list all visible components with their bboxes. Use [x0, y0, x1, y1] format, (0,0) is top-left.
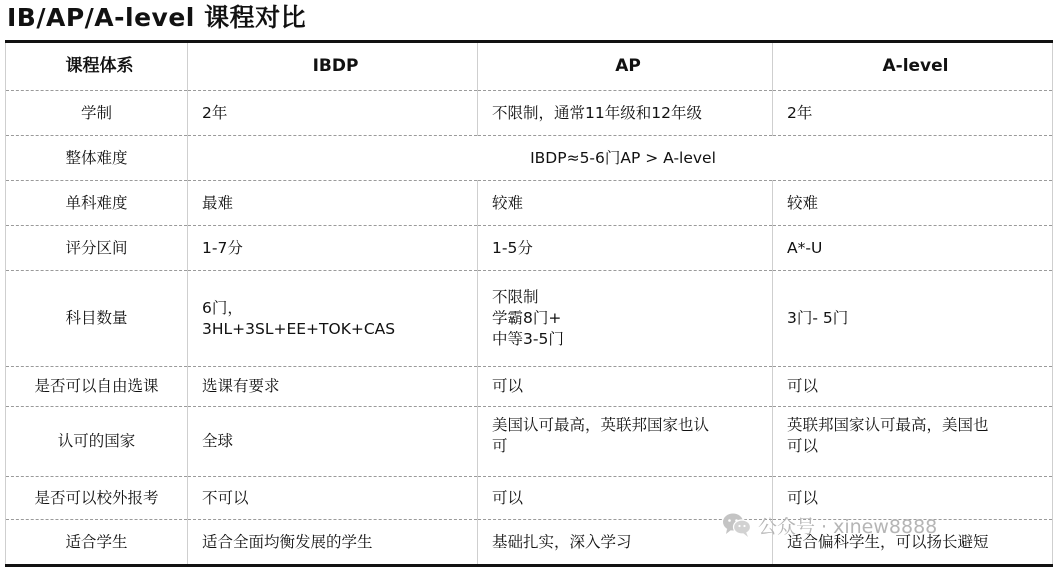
page-title: IB/AP/A-level 课程对比 — [7, 3, 307, 32]
header-alevel: A-level — [773, 42, 1053, 91]
cell-ap: 不限制，通常11年级和12年级 — [478, 91, 773, 136]
cell-ibdp: 2年 — [188, 91, 478, 136]
cell-ibdp: 最难 — [188, 181, 478, 226]
cell-ap: 可以 — [478, 477, 773, 520]
cell-alevel: 2年 — [773, 91, 1053, 136]
cell-ap: 基础扎实，深入学习 — [478, 520, 773, 566]
row-label: 评分区间 — [6, 226, 188, 271]
table-row — [6, 477, 1053, 520]
cell-ibdp — [188, 271, 478, 367]
cell-line: 美国认可最高，英联邦国家也认 — [492, 416, 710, 434]
cell-ap: 较难 — [478, 181, 773, 226]
cell-line: 中等3-5门 — [492, 330, 564, 348]
comparison-table — [5, 40, 1053, 567]
table-header-row — [6, 42, 1053, 91]
row-label: 认可的国家 — [6, 407, 188, 477]
table-row — [6, 271, 1053, 367]
table-row — [6, 136, 1053, 181]
table-row — [6, 181, 1053, 226]
watermark-text: 公众号 · xinew8888 — [758, 515, 938, 538]
cell-alevel: 可以 — [773, 367, 1053, 407]
cell-alevel: 3门- 5门 — [773, 271, 1053, 367]
cell-alevel: 较难 — [773, 181, 1053, 226]
table-row — [6, 91, 1053, 136]
table-row — [6, 520, 1053, 566]
row-label: 单科难度 — [6, 181, 188, 226]
cell-alevel: A*-U — [773, 226, 1053, 271]
row-label: 是否可以自由选课 — [6, 367, 188, 407]
row-label: 学制 — [6, 91, 188, 136]
row-label: 适合学生 — [6, 520, 188, 566]
header-ap: AP — [478, 42, 773, 91]
table-row — [6, 367, 1053, 407]
cell-line: 3HL+3SL+EE+TOK+CAS — [202, 319, 396, 338]
table-row — [6, 407, 1053, 477]
cell-ibdp: 1-7分 — [188, 226, 478, 271]
row-label: 科目数量 — [6, 271, 188, 367]
header-ibdp: IBDP — [188, 42, 478, 91]
cell-ap — [478, 407, 773, 477]
cell-ap: 1-5分 — [478, 226, 773, 271]
cell-line: 6门， — [202, 298, 243, 317]
cell-line: 可 — [492, 437, 508, 455]
row-label: 整体难度 — [6, 136, 188, 181]
header-system: 课程体系 — [6, 42, 188, 91]
cell-line: 学霸8门+ — [492, 309, 562, 327]
table-row — [6, 226, 1053, 271]
cell-alevel — [773, 407, 1053, 477]
cell-ibdp: 选课有要求 — [188, 367, 478, 407]
cell-line: 英联邦国家认可最高，美国也 — [787, 416, 989, 434]
cell-line: 不限制 — [492, 288, 539, 306]
cell-line: 可以 — [787, 437, 819, 455]
cell-alevel: 适合偏科学生，可以扬长避短 — [773, 520, 1053, 566]
cell-merged: IBDP≈5-6门AP > A-level — [188, 136, 1053, 181]
cell-ibdp: 不可以 — [188, 477, 478, 520]
cell-ap: 可以 — [478, 367, 773, 407]
cell-alevel: 可以 — [773, 477, 1053, 520]
cell-ibdp: 全球 — [188, 407, 478, 477]
cell-ap — [478, 271, 773, 367]
row-label: 是否可以校外报考 — [6, 477, 188, 520]
cell-ibdp: 适合全面均衡发展的学生 — [188, 520, 478, 566]
